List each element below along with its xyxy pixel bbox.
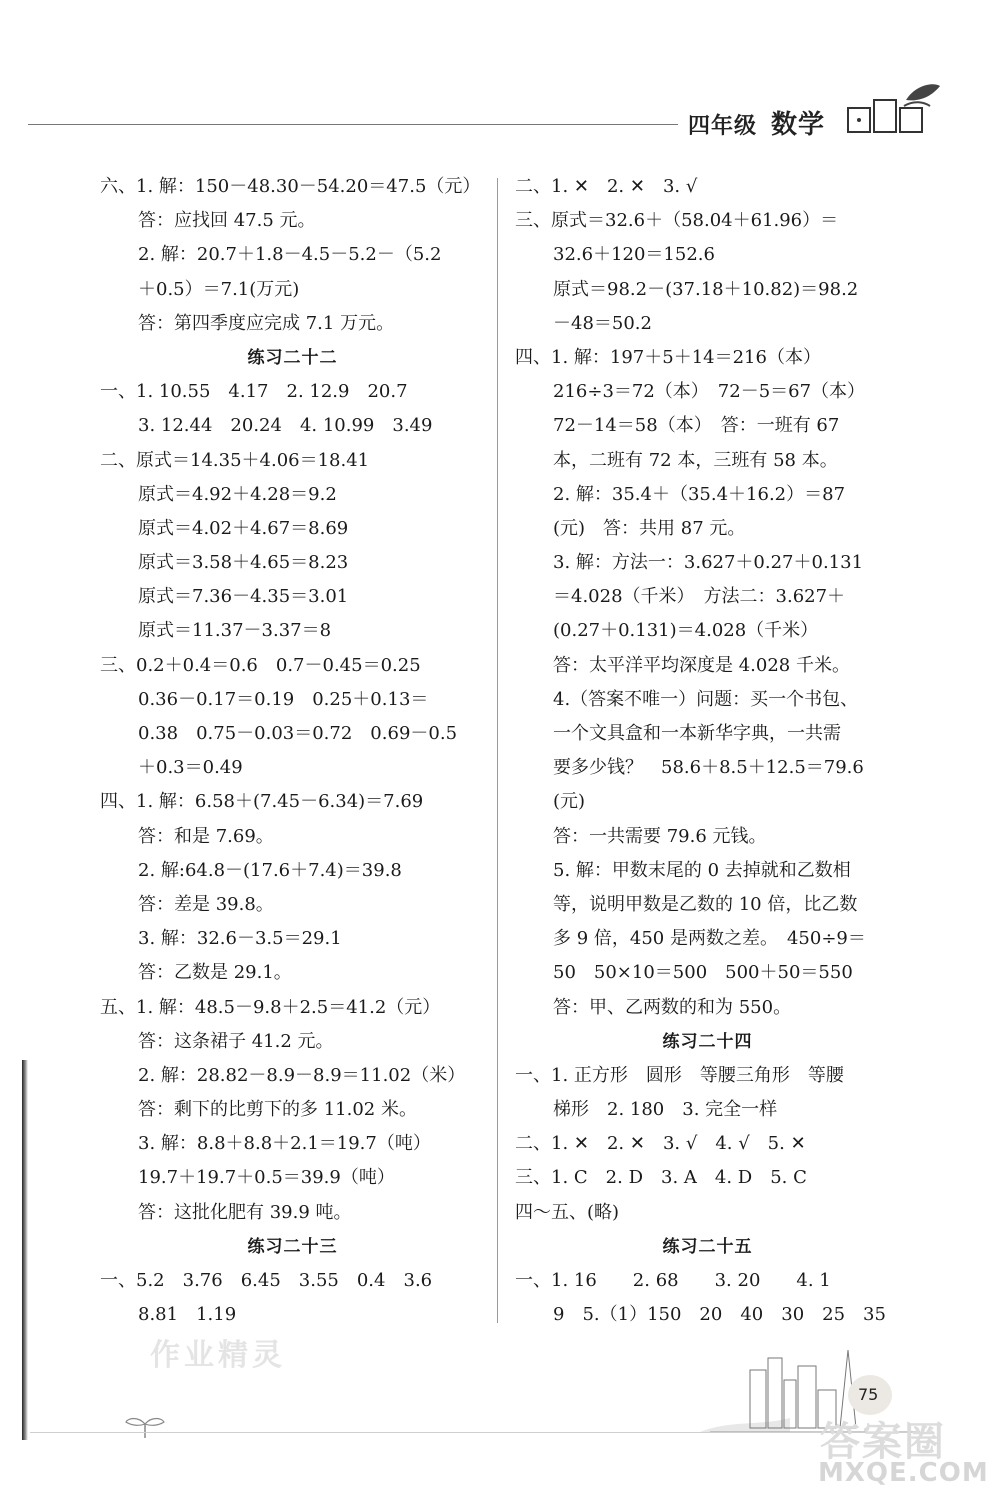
answer-line: 9 5.（1）150 20 40 30 25 35: [553, 1304, 886, 1326]
header-subject: 数学: [771, 110, 826, 140]
answer-line: 3. 解：8.8＋8.8＋2.1＝19.7（吨）: [138, 1133, 431, 1155]
site-watermark: [810, 1410, 995, 1488]
answer-line: 六、1. 解：150－48.30－54.20＝47.5（元）: [100, 176, 481, 197]
answer-line: 一、1. 10.55 4.17 2. 12.9 20.7: [100, 381, 408, 403]
answer-line: 答：应找回 47.5 元。: [138, 210, 316, 232]
header-rule: [28, 124, 678, 125]
answer-line: 一、1. 正方形 圆形 等腰三角形 等腰: [515, 1064, 844, 1086]
answer-line: 0.38 0.75－0.03＝0.72 0.69－0.5: [138, 723, 458, 744]
answer-line: 4.（答案不唯一）问题：买一个书包、: [553, 688, 859, 710]
answer-line: ＋0.3＝0.49: [138, 757, 243, 779]
answer-line: 三、原式＝32.6＋（58.04＋61.96）＝: [515, 210, 839, 232]
answer-line: 要多少钱？ 58.6＋8.5＋12.5＝79.6: [553, 757, 864, 779]
answer-line: ＋0.5）＝7.1(万元): [138, 278, 300, 300]
answer-line: 一个文具盒和一本新华字典，一共需: [553, 723, 841, 744]
page-number: 75: [858, 1385, 879, 1404]
answer-line: 四、1. 解：6.58＋(7.45－6.34)＝7.69: [100, 791, 424, 813]
section-title: 练习二十五: [662, 1236, 753, 1257]
answer-line: 等，说明甲数是乙数的 10 倍，比乙数: [553, 893, 858, 915]
answer-line: 梯形 2. 180 3. 完全一样: [553, 1099, 778, 1121]
answer-line: 原式＝7.36－4.35＝3.01: [138, 586, 349, 608]
answer-line: 一、5.2 3.76 6.45 3.55 0.4 3.6: [100, 1270, 433, 1291]
answer-line: 二、1. ✕ 2. ✕ 3. √ 4. √ 5. ✕: [515, 1133, 806, 1155]
answer-line: 答：剩下的比剪下的多 11.02 米。: [138, 1099, 417, 1121]
answer-line: 多 9 倍，450 是两数之差。 450÷9＝: [553, 928, 866, 950]
answer-line: 8.81 1.19: [138, 1304, 237, 1326]
answer-line: －48＝50.2: [553, 312, 652, 334]
answer-line: 5. 解：甲数末尾的 0 去掉就和乙数相: [553, 859, 851, 881]
book-leaf-icon: [844, 80, 944, 140]
answer-line: 答：甲、乙两数的和为 550。: [553, 996, 792, 1018]
answer-line: 三、1. C 2. D 3. A 4. D 5. C: [515, 1167, 807, 1189]
watermark-text: 作业精灵: [150, 1338, 286, 1373]
answer-line: (元) 答：共用 87 元。: [553, 517, 746, 539]
answer-line: 2. 解:64.8－(17.6＋7.4)＝39.8: [138, 859, 402, 881]
answer-line: 答：差是 39.8。: [138, 893, 274, 915]
answer-line: 答：和是 7.69。: [138, 825, 274, 847]
answer-line: 3. 解：方法一：3.627＋0.27＋0.131: [553, 552, 864, 574]
answer-line: 二、原式＝14.35＋4.06＝18.41: [100, 449, 370, 471]
answer-line: 本，二班有 72 本，三班有 58 本。: [553, 449, 838, 471]
answer-line: 答：这批化肥有 39.9 吨。: [138, 1201, 352, 1223]
answer-line: 0.36－0.17＝0.19 0.25＋0.13＝: [138, 688, 429, 710]
section-title: 练习二十三: [247, 1236, 338, 1257]
right-answer-column: [515, 170, 900, 1332]
answer-line: 四～五、(略): [515, 1201, 620, 1223]
sprout-icon: [120, 1410, 170, 1440]
answer-line: 50 50×10＝500 500＋50＝550: [553, 962, 853, 984]
answer-line: 原式＝4.92＋4.28＝9.2: [138, 483, 337, 505]
answer-line: 3. 12.44 20.24 4. 10.99 3.49: [138, 415, 433, 437]
answer-line: 答：乙数是 29.1。: [138, 962, 292, 984]
answer-line: 216÷3＝72（本） 72－5＝67（本）: [553, 381, 866, 403]
header-grade: 四年级: [688, 114, 758, 139]
column-divider: [497, 178, 498, 1323]
answer-line: 2. 解：35.4＋（35.4＋16.2）＝87: [553, 483, 846, 505]
footer-rule: [30, 1432, 910, 1433]
answer-line: 原式＝4.02＋4.67＝8.69: [138, 517, 349, 539]
answer-line: 一、1. 16 2. 68 3. 20 4. 1: [515, 1270, 831, 1291]
answer-line: (0.27＋0.131)＝4.028（千米）: [553, 620, 819, 642]
answer-line: 原式＝98.2－(37.18＋10.82)＝98.2: [553, 278, 859, 300]
answer-line: 2. 解：28.82－8.9－8.9＝11.02（米）: [138, 1064, 466, 1086]
answer-line: 3. 解：32.6－3.5＝29.1: [138, 928, 342, 950]
site-badge-text: 答案圈: [820, 1419, 946, 1465]
answer-line: 32.6＋120＝152.6: [553, 244, 715, 266]
section-title: 练习二十二: [247, 347, 338, 368]
answer-line: 原式＝11.37－3.37＝8: [138, 620, 332, 642]
header-title: [688, 104, 825, 141]
answer-line: 72－14＝58（本） 答：一班有 67: [553, 415, 840, 437]
answer-line: (元): [553, 791, 586, 813]
answer-line: 五、1. 解：48.5－9.8＋2.5＝41.2（元）: [100, 996, 441, 1018]
answer-line: 三、0.2＋0.4＝0.6 0.7－0.45＝0.25: [100, 654, 421, 676]
section-title: 练习二十四: [662, 1031, 753, 1052]
answer-line: 二、1. ✕ 2. ✕ 3. √: [515, 176, 698, 197]
answer-line: 2. 解：20.7＋1.8－4.5－5.2－（5.2: [138, 244, 442, 266]
left-answer-column: [100, 170, 485, 1332]
answer-line: 答：这条裙子 41.2 元。: [138, 1030, 334, 1052]
site-url-text: MXQE.COM: [818, 1458, 989, 1488]
answer-line: 原式＝3.58＋4.65＝8.23: [138, 552, 349, 574]
page-edge-shadow: [22, 1060, 28, 1440]
answer-line: ＝4.028（千米） 方法二：3.627＋: [553, 586, 846, 608]
answer-line: 四、1. 解：197＋5＋14＝216（本）: [515, 346, 821, 368]
answer-line: 19.7＋19.7＋0.5＝39.9（吨）: [138, 1167, 395, 1189]
answer-line: 答：太平洋平均深度是 4.028 千米。: [553, 654, 850, 676]
answer-line: 答：一共需要 79.6 元钱。: [553, 825, 767, 847]
answer-line: 答：第四季度应完成 7.1 万元。: [138, 312, 395, 334]
